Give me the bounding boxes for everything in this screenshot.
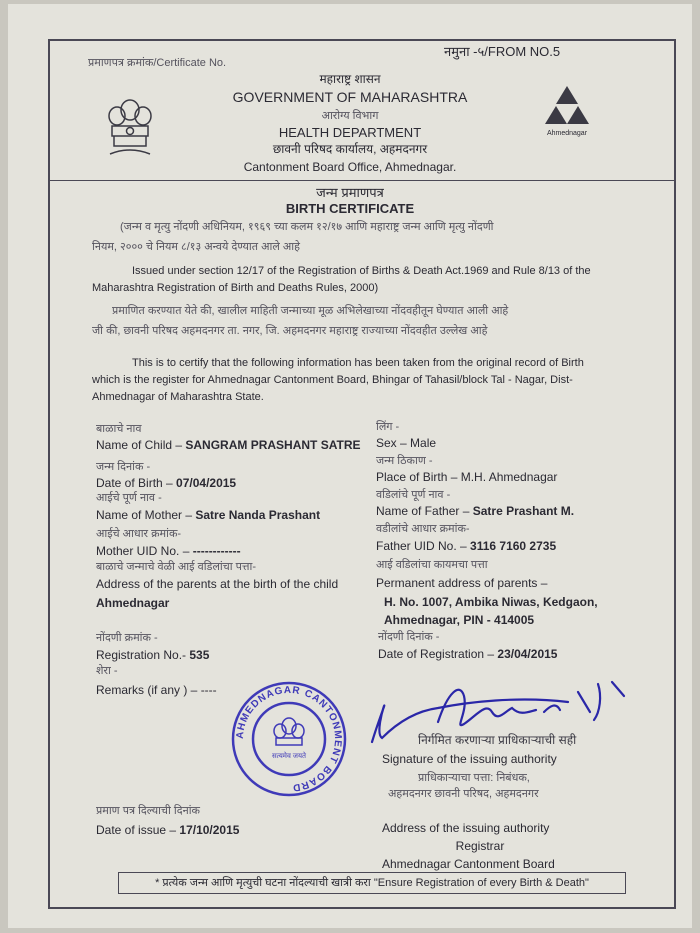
mother-name-label: Name of Mother – (96, 508, 196, 522)
office-marathi: छावनी परिषद कार्यालय, अहमदनगर (272, 142, 428, 156)
dept-marathi: आरोग्य विभाग (321, 110, 379, 122)
mother-uid-value: ------------ (192, 544, 241, 558)
dob-field (96, 476, 236, 491)
cert-marathi-line1: प्रमाणित करण्यात येते की, खालील माहिती जन्माच्या मूळ अभिलेखाच्या नोंदवहीतून घेण्यात आली आहे (112, 305, 509, 317)
father-uid-label: Father UID No. – (376, 539, 471, 553)
signature-label-marathi: निर्गमित करणाऱ्या प्राधिकाऱ्याची सही (418, 733, 577, 747)
certificate-sheet (8, 4, 692, 928)
stamp-ring-text: AHMEDNAGAR CANTONMENT BOARD (234, 684, 344, 794)
authority-address-english1: Address of the issuing authority (382, 821, 550, 835)
authority-address-marathi2: अहमदनगर छावनी परिषद, अहमदनगर (388, 788, 539, 800)
footer-notice-text: * प्रत्येक जन्म आणि मृत्युची घटना नोंदल्याची खात्री करा "Ensure Registration of every Birth & Death" (155, 877, 589, 889)
dob-label: Date of Birth – (96, 476, 177, 490)
mother-uid-marathi: आईचे आधार क्रमांक- (96, 528, 182, 540)
registration-no-field (96, 648, 209, 663)
mother-name-field (96, 508, 320, 523)
intro-marathi-line1: (जन्म व मृत्यु नोंदणी अधिनियम, १९६९ च्या कलम १२/१७ आणि महाराष्ट्र जन्म आणि मृत्यु नोंदणी (120, 221, 494, 233)
title-english: BIRTH CERTIFICATE (285, 201, 415, 216)
issue-date-field (96, 823, 239, 838)
registration-date-field (378, 647, 557, 662)
authority-address-marathi1: प्राधिकाऱ्याचा पत्ता: निबंधक, (418, 772, 530, 784)
authority-address-english2: Registrar (455, 839, 505, 853)
permanent-address-line2: Ahmednagar, PIN - 414005 (384, 613, 535, 627)
sex-marathi: लिंग - (376, 421, 400, 433)
title-marathi: जन्म प्रमाणपत्र (316, 185, 384, 200)
registration-no-label: Registration No.- (96, 648, 190, 662)
child-name-value: SANGRAM PRASHANT SATRE (185, 438, 361, 452)
signature-label-english: Signature of the issuing authority (382, 752, 557, 766)
birth-address-marathi: बाळाचे जन्माचे वेळी आई वडिलांचा पत्ता- (96, 561, 256, 573)
father-name-value: Satre Prashant M. (472, 504, 575, 518)
father-name-marathi: वडिलांचे पूर्ण नाव - (376, 489, 451, 501)
form-number: नमुना -५/FROM NO.5 (444, 44, 561, 59)
registration-no-marathi: नोंदणी क्रमांक - (96, 632, 158, 644)
footer-notice-box (118, 872, 626, 894)
cert-english-line2: which is the register for Ahmednagar Cantonment Board, Bhingar of Tahasil/block Tal - Nagar, Dist- (92, 374, 573, 386)
father-uid-field (376, 539, 556, 554)
registration-date-value: 23/04/2015 (497, 647, 558, 661)
intro-english-line2: Maharashtra Registration of Birth and Deaths Rules, 2000) (92, 282, 379, 294)
remarks-marathi: शेरा - (96, 665, 118, 677)
child-name-marathi: बाळाचे नाव (96, 423, 142, 435)
issue-date-label: Date of issue – (96, 823, 180, 837)
intro-english-line1: Issued under section 12/17 of the Registration of Births & Death Act.1969 and Rule 8/13 of the (132, 265, 591, 277)
intro-marathi-line2: नियम, २००० चे नियम ८/१३ अन्वये देण्यात आले आहे (92, 241, 300, 253)
header-divider (50, 180, 674, 181)
birth-address-label: Address of the parents at the birth of the child (96, 577, 339, 591)
child-name-label: Name of Child – (96, 438, 186, 452)
father-uid-marathi: वडीलांचे आधार क्रमांक- (376, 523, 470, 535)
authority-address-english3: Ahmednagar Cantonment Board (382, 857, 555, 871)
logo-text: Ahmednagar (546, 130, 588, 137)
remarks-field: Remarks (if any ) – ---- (96, 683, 217, 697)
pob-field: Place of Birth – M.H. Ahmednagar (376, 470, 558, 484)
registration-date-label: Date of Registration – (378, 647, 498, 661)
mother-name-value: Satre Nanda Prashant (195, 508, 321, 522)
cert-english-line3: Ahmednagar of Maharashtra State. (92, 391, 264, 403)
permanent-address-line1: H. No. 1007, Ambika Niwas, Kedgaon, (384, 595, 598, 609)
permanent-address-marathi: आई वडिलांचा कायमचा पत्ता (376, 559, 488, 571)
certificate-no-label: प्रमाणपत्र क्रमांक/Certificate No. (88, 57, 227, 69)
cert-marathi-line2: जी की, छावनी परिषद अहमदनगर ता. नगर, जि. अहमदनगर महाराष्ट्र राज्याच्या नोंदवहीत उल्लेख आहे (92, 325, 488, 337)
govt-english: GOVERNMENT OF MAHARASHTRA (232, 89, 468, 105)
mother-name-marathi: आईचे पूर्ण नाव - (96, 492, 162, 504)
mother-uid-field (96, 544, 241, 559)
stamp-inner-text: सत्यमेव जयते (271, 753, 307, 760)
pob-marathi: जन्म ठिकाण - (376, 455, 433, 467)
dob-marathi: जन्म दिनांक - (96, 461, 151, 473)
sex-field: Sex – Male (376, 436, 437, 450)
issue-date-value: 17/10/2015 (179, 823, 240, 837)
father-uid-value: 3116 7160 2735 (470, 539, 557, 553)
govt-marathi: महाराष्ट्र शासन (319, 72, 381, 86)
issue-date-marathi: प्रमाण पत्र दिल्याची दिनांक (96, 805, 200, 817)
office-english: Cantonment Board Office, Ahmednagar. (243, 160, 457, 174)
cert-english-line1: This is to certify that the following information has been taken from the original record of Birth (132, 357, 584, 369)
ahmednagar-logo (538, 82, 596, 140)
dob-value: 07/04/2015 (176, 476, 237, 490)
dept-english: HEALTH DEPARTMENT (278, 125, 422, 140)
child-name-field (96, 438, 361, 453)
father-name-field (376, 504, 574, 519)
birth-address-value: Ahmednagar (96, 596, 170, 610)
cantonment-board-stamp (230, 680, 348, 798)
mother-uid-label: Mother UID No. – (96, 544, 193, 558)
permanent-address-label: Permanent address of parents – (376, 576, 548, 590)
registration-no-value: 535 (189, 648, 210, 662)
father-name-label: Name of Father – (376, 504, 473, 518)
svg-text:AHMEDNAGAR CANTONMENT BOARD (235, 685, 343, 793)
registration-date-marathi: नोंदणी दिनांक - (378, 631, 440, 643)
